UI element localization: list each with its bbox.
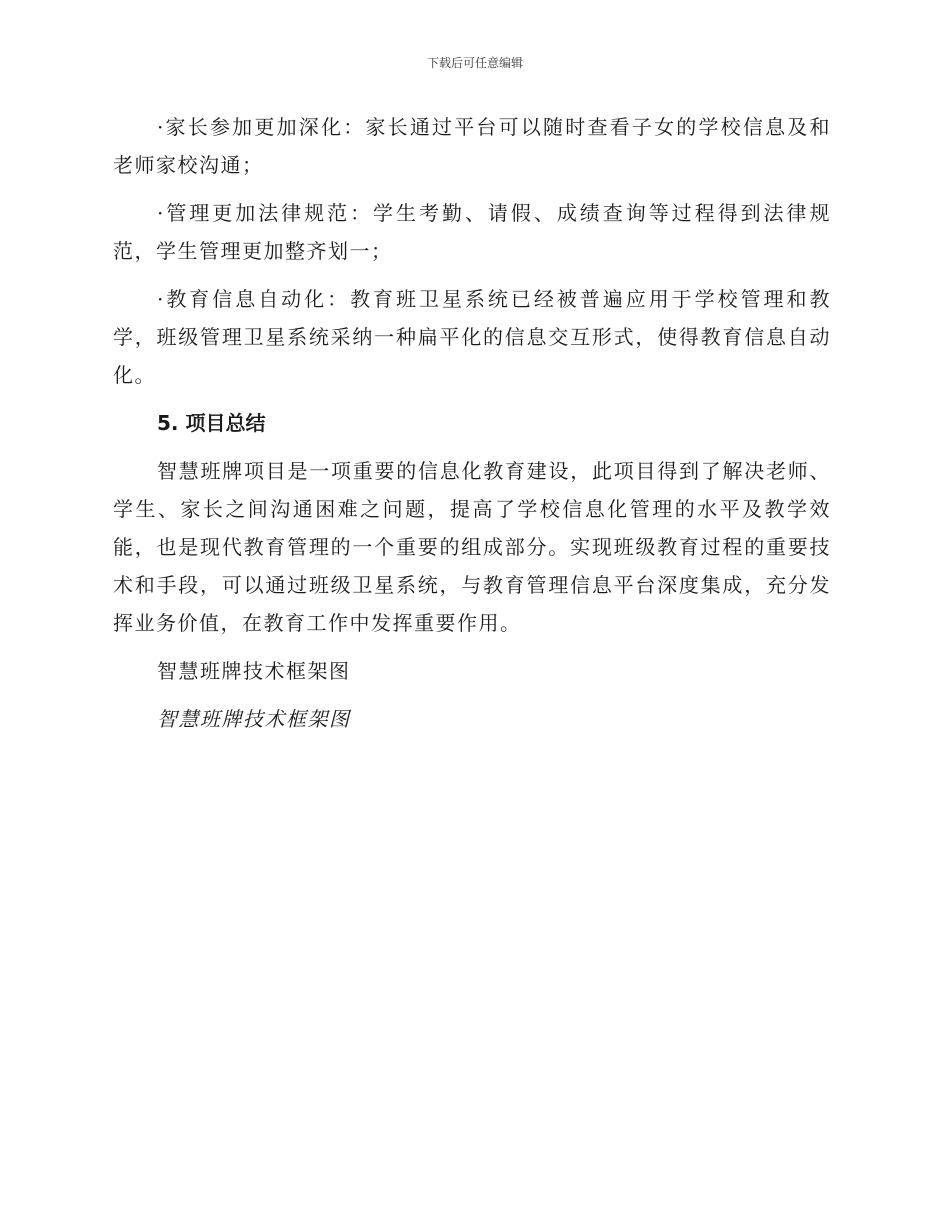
document-body — [113, 108, 831, 738]
bullet-management-standardization: ·管理更加法律规范：学生考勤、请假、成绩查询等过程得到法律规范，学生管理更加整齐划一； — [113, 201, 831, 263]
figure-caption: 智慧班牌技术框架图 — [157, 707, 351, 731]
figure-label: 智慧班牌技术框架图 — [157, 659, 351, 683]
bullet-parent-involvement: ·家长参加更加深化：家长通过平台可以随时查看子女的学校信息及和老师家校沟通； — [113, 115, 831, 177]
page-header-note: 下载后可任意编辑 — [426, 56, 523, 70]
section-heading: 5. 项目总结 — [157, 411, 266, 435]
section-paragraph: 智慧班牌项目是一项重要的信息化教育建设，此项目得到了解决老师、学生、家长之间沟通困难之问题，提高了学校信息化管理的水平及教学效能，也是现代教育管理的一个重要的组成部分。实现班级教育过程的重要技术和手段，可以通过班级卫星系统，与教育管理信息平台深度集成，充分发挥业务价值，在教育工作中发挥重要作用。 — [113, 459, 831, 635]
bullet-education-automation: ·教育信息自动化：教育班卫星系统已经被普遍应用于学校管理和教学，班级管理卫星系统采纳一种扁平化的信息交互形式，使得教育信息自动化。 — [113, 287, 831, 387]
